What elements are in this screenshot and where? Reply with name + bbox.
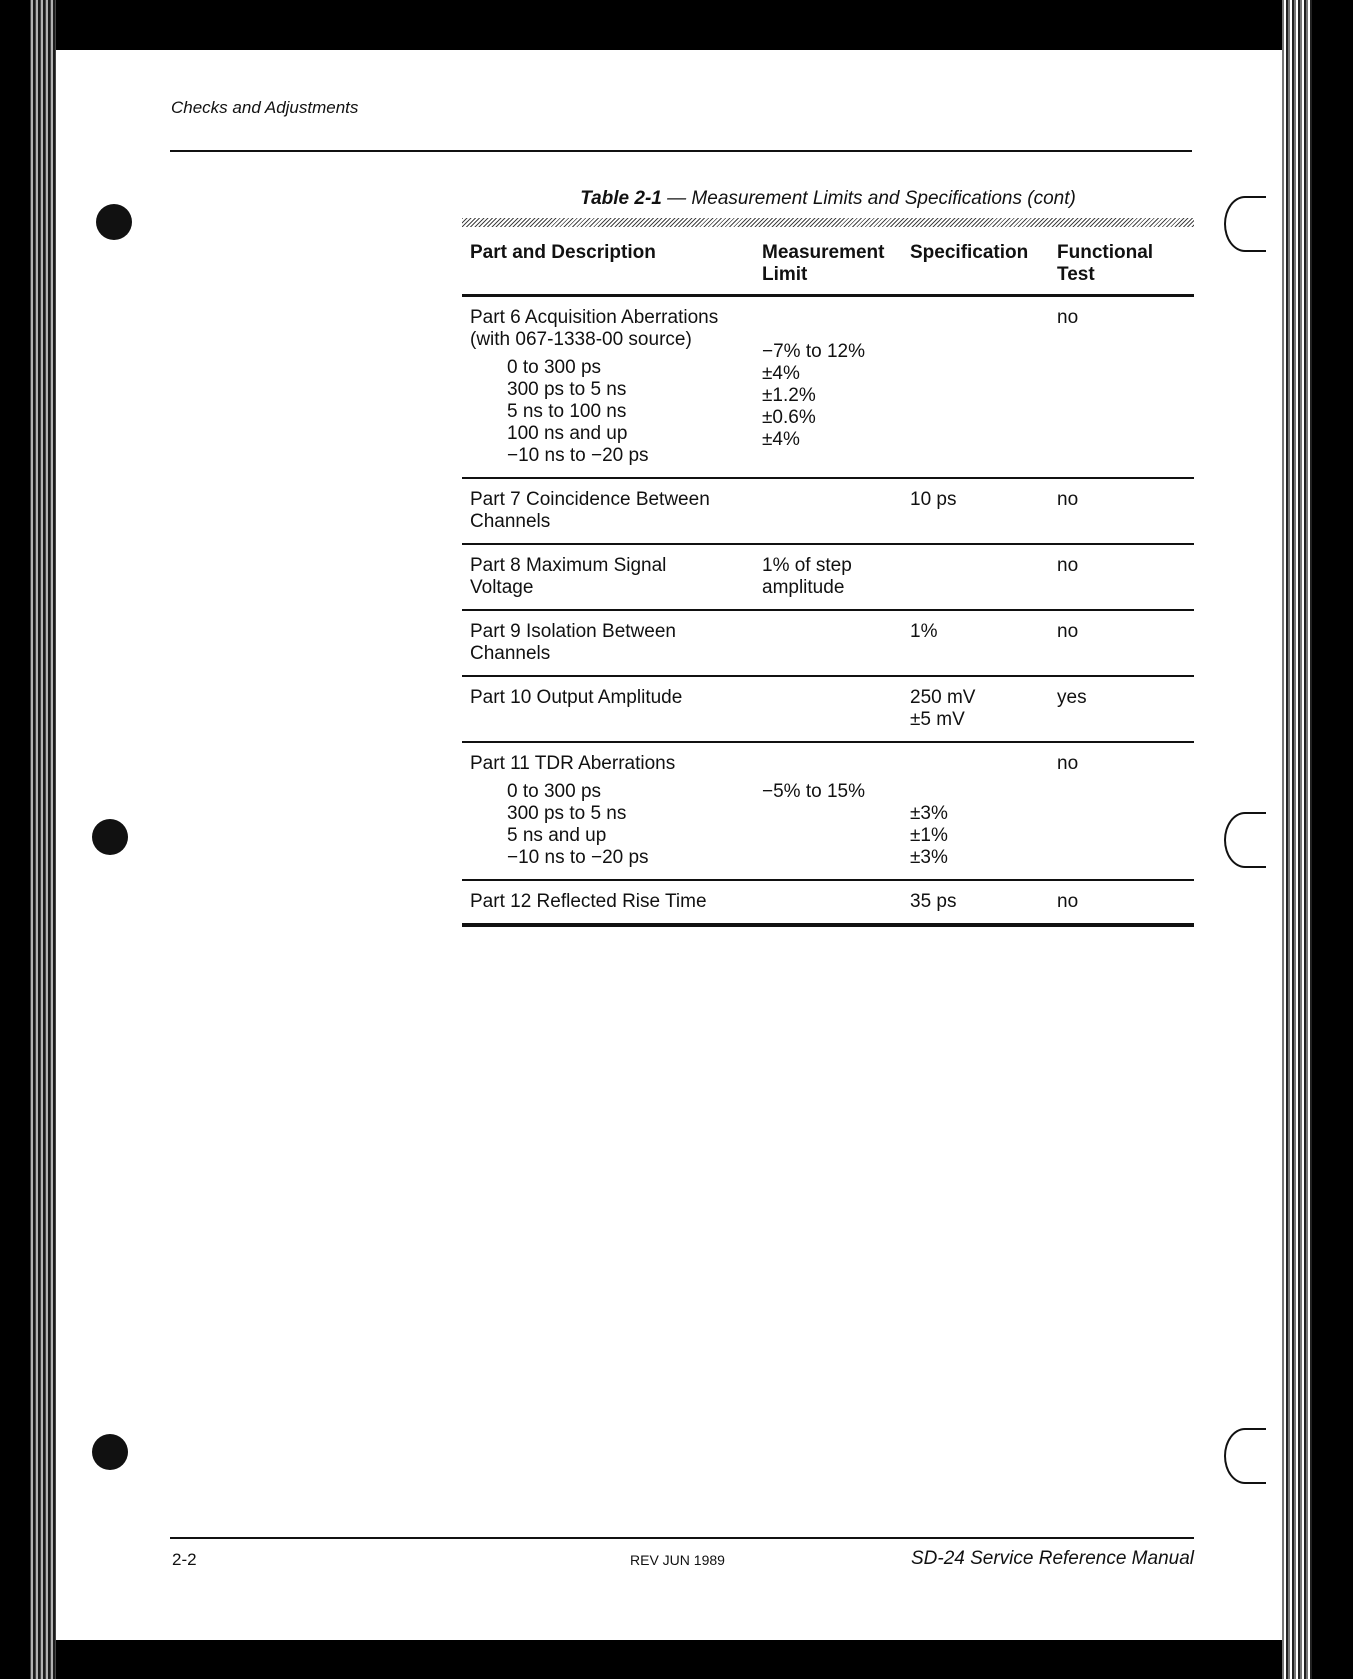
limit-cell [754, 610, 902, 676]
sub-item: −10 ns to −20 ps [507, 847, 649, 868]
limit-cell [754, 676, 902, 742]
revision-date: REV JUN 1989 [630, 1552, 725, 1568]
functional-test-cell: no [1049, 610, 1194, 676]
description-cell [462, 880, 754, 925]
spec-value: ±3% [910, 847, 948, 868]
description-cell [462, 296, 754, 479]
sub-item: 300 ps to 5 ns [507, 379, 627, 400]
row-description: Part 7 Coincidence Between [470, 489, 710, 510]
functional-test-cell: no [1049, 880, 1194, 925]
row-description: Voltage [470, 577, 534, 598]
row-description: Channels [470, 643, 551, 664]
sub-item: 0 to 300 ps [507, 781, 602, 802]
table-row [462, 296, 1194, 479]
spec-value [910, 781, 1041, 803]
limit-cell [754, 296, 902, 479]
scan-edge-right [1282, 0, 1312, 1679]
running-head: Checks and Adjustments [171, 98, 359, 117]
sub-item: 0 to 300 ps [507, 357, 602, 378]
limit-cell [754, 544, 902, 610]
specification-cell [902, 478, 1049, 544]
row-description: Part 6 Acquisition Aberrations [470, 307, 719, 328]
limit-cell [754, 478, 902, 544]
table-row [462, 676, 1194, 742]
specification-cell [902, 742, 1049, 880]
functional-test-cell: yes [1049, 676, 1194, 742]
specification-cell [902, 544, 1049, 610]
row-description: Part 12 Reflected Rise Time [470, 891, 707, 912]
table-title [462, 188, 1194, 210]
spec-value: 250 mV [910, 687, 976, 708]
functional-test-cell: no [1049, 544, 1194, 610]
sub-item: −10 ns to −20 ps [507, 445, 649, 466]
footer-rule [170, 1537, 1194, 1539]
binder-hole-icon [92, 1434, 128, 1470]
table-row [462, 544, 1194, 610]
column-header: Specification [902, 236, 1049, 296]
description-cell [462, 478, 754, 544]
manual-title: SD-24 Service Reference Manual [910, 1548, 1194, 1569]
description-cell [462, 676, 754, 742]
row-description: Channels [470, 511, 551, 532]
column-header: Measurement Limit [754, 236, 902, 296]
specifications-table [462, 236, 1194, 927]
specification-cell [902, 296, 1049, 479]
spec-value: 35 ps [910, 891, 957, 912]
sub-item: 5 ns and up [507, 825, 607, 846]
spec-value: 1% [910, 621, 938, 642]
row-description: Part 10 Output Amplitude [470, 687, 683, 708]
binder-ring-icon [1224, 1428, 1266, 1484]
limit-value: ±1.2% [762, 385, 816, 406]
limit-value: amplitude [762, 577, 845, 598]
limit-value: ±4% [762, 429, 800, 450]
row-description: Part 9 Isolation Between [470, 621, 676, 642]
table-row [462, 880, 1194, 925]
description-cell [462, 610, 754, 676]
sub-item: 300 ps to 5 ns [507, 803, 627, 824]
spec-value: ±5 mV [910, 709, 965, 730]
table-number: Table 2-1 [580, 188, 662, 209]
specification-cell [902, 676, 1049, 742]
binder-hole-icon [92, 819, 128, 855]
spec-value: ±1% [910, 825, 948, 846]
specification-cell [902, 880, 1049, 925]
sub-item: 100 ns and up [507, 423, 628, 444]
row-description: (with 067-1338-00 source) [470, 329, 692, 350]
header-rule [170, 150, 1192, 152]
table-header-row [462, 236, 1194, 296]
table-hatch-rule [462, 218, 1194, 227]
binder-ring-icon [1224, 812, 1266, 868]
table-row [462, 742, 1194, 880]
limit-value: −5% to 15% [762, 781, 865, 802]
column-header: Part and Description [462, 236, 754, 296]
row-description: Part 11 TDR Aberrations [470, 753, 676, 774]
table-row [462, 610, 1194, 676]
functional-test-cell: no [1049, 296, 1194, 479]
binder-hole-icon [96, 204, 132, 240]
limit-value: −7% to 12% [762, 341, 865, 362]
functional-test-cell: no [1049, 478, 1194, 544]
functional-test-cell: no [1049, 742, 1194, 880]
limit-value: ±4% [762, 363, 800, 384]
limit-cell [754, 880, 902, 925]
column-header: Functional Test [1049, 236, 1194, 296]
binder-ring-icon [1224, 196, 1266, 252]
limit-value: 1% of step [762, 555, 852, 576]
limit-value: ±0.6% [762, 407, 816, 428]
table-caption: — Measurement Limits and Specifications (cont) [667, 188, 1076, 209]
spec-value: 10 ps [910, 489, 957, 510]
row-description: Part 8 Maximum Signal [470, 555, 667, 576]
description-cell [462, 742, 754, 880]
sub-item: 5 ns to 100 ns [507, 401, 627, 422]
spec-value: ±3% [910, 803, 948, 824]
table-row [462, 478, 1194, 544]
scan-edge-left [30, 0, 56, 1679]
description-cell [462, 544, 754, 610]
specification-cell [902, 610, 1049, 676]
limit-cell [754, 742, 902, 880]
page-number: 2-2 [172, 1550, 197, 1569]
